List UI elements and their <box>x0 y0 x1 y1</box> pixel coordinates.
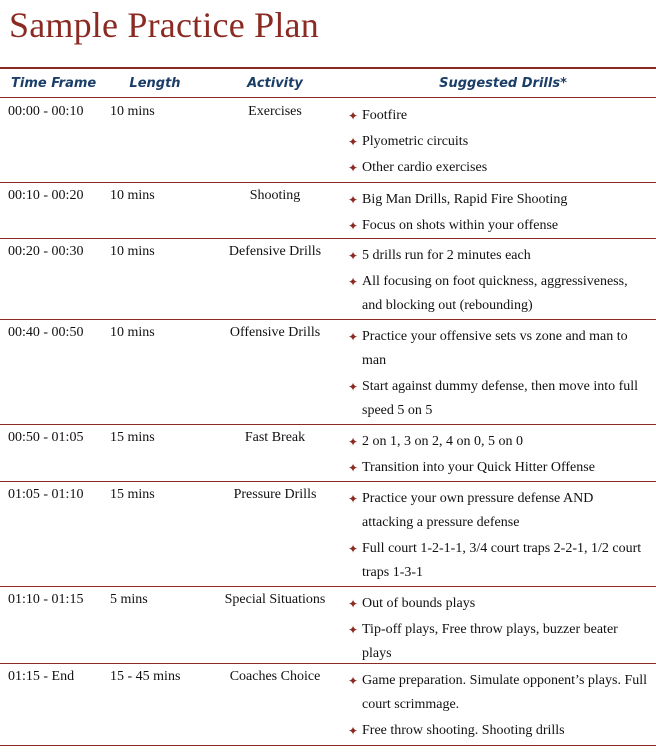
drill-list-item <box>348 618 648 666</box>
drill-text: Big Man Drills, Rapid Fire Shooting <box>362 192 568 207</box>
time-frame-cell: 00:40 - 00:50 <box>8 325 84 340</box>
four-pointed-star-icon: ✦ <box>348 109 359 123</box>
drill-list-item <box>348 188 648 212</box>
four-pointed-star-icon: ✦ <box>348 674 359 688</box>
drills-cell <box>348 487 648 587</box>
header-length: Length <box>129 76 181 91</box>
length-cell: 10 mins <box>110 244 155 259</box>
four-pointed-star-icon: ✦ <box>348 492 359 506</box>
drill-text: Transition into your Quick Hitter Offense <box>362 460 595 475</box>
drill-list-item <box>348 104 648 128</box>
four-pointed-star-icon: ✦ <box>348 161 359 175</box>
drills-cell <box>348 188 648 240</box>
drills-cell <box>348 592 648 668</box>
header-time-frame: Time Frame <box>11 76 97 91</box>
drills-cell <box>348 325 648 425</box>
four-pointed-star-icon: ✦ <box>348 461 359 475</box>
table-header <box>0 74 656 96</box>
activity-cell: Coaches Choice <box>229 669 321 684</box>
table-row <box>0 663 656 746</box>
table-row <box>0 238 656 320</box>
length-cell: 15 mins <box>110 430 155 445</box>
time-frame-cell: 01:15 - End <box>8 669 75 684</box>
drill-text: Plyometric circuits <box>362 134 469 149</box>
activity-cell: Shooting <box>249 188 301 203</box>
four-pointed-star-icon: ✦ <box>348 380 359 394</box>
drill-text: 5 drills run for 2 minutes each <box>362 248 531 263</box>
drill-text: Tip-off plays, Free throw plays, buzzer beater plays <box>362 622 618 661</box>
drills-cell <box>348 104 648 182</box>
four-pointed-star-icon: ✦ <box>348 330 359 344</box>
four-pointed-star-icon: ✦ <box>348 219 359 233</box>
four-pointed-star-icon: ✦ <box>348 193 359 207</box>
drill-list-item <box>348 592 648 616</box>
drill-list-item <box>348 244 648 268</box>
activity-cell: Defensive Drills <box>228 244 322 259</box>
drills-cell <box>348 244 648 320</box>
drill-list-item <box>348 456 648 480</box>
length-cell: 10 mins <box>110 325 155 340</box>
length-cell: 10 mins <box>110 188 155 203</box>
drill-list-item <box>348 669 648 717</box>
activity-cell: Exercises <box>248 104 302 119</box>
drill-text: Full court 1-2-1-1, 3/4 court traps 2-2-1, 1/2 court traps 1-3-1 <box>362 541 642 580</box>
length-cell: 10 mins <box>110 104 155 119</box>
page-title: Sample Practice Plan <box>9 5 319 45</box>
drill-list-item <box>348 487 648 535</box>
activity-cell: Special Situations <box>224 592 326 607</box>
drill-text: Other cardio exercises <box>362 160 488 175</box>
time-frame-cell: 01:10 - 01:15 <box>8 592 84 607</box>
drill-text: Practice your offensive sets vs zone and man to man <box>362 329 628 368</box>
drill-list-item <box>348 537 648 585</box>
drill-text: Free throw shooting. Shooting drills <box>362 723 565 738</box>
four-pointed-star-icon: ✦ <box>348 135 359 149</box>
four-pointed-star-icon: ✦ <box>348 724 359 738</box>
length-cell: 15 mins <box>110 487 155 502</box>
time-frame-cell: 00:10 - 00:20 <box>8 188 84 203</box>
drill-text: Focus on shots within your offense <box>362 218 559 233</box>
header-activity: Activity <box>247 76 303 91</box>
table-row <box>0 586 656 664</box>
four-pointed-star-icon: ✦ <box>348 435 359 449</box>
title-divider <box>0 67 656 69</box>
drill-text: All focusing on foot quickness, aggressiveness, and blocking out (rebounding) <box>362 274 628 313</box>
four-pointed-star-icon: ✦ <box>348 249 359 263</box>
table-row <box>0 182 656 239</box>
time-frame-cell: 01:05 - 01:10 <box>8 487 84 502</box>
header-suggested-drills: Suggested Drills* <box>439 76 567 91</box>
drill-list-item <box>348 214 648 238</box>
table-row <box>0 319 656 425</box>
drill-list-item <box>348 719 648 743</box>
length-cell: 5 mins <box>110 592 148 607</box>
table-row <box>0 481 656 587</box>
drill-list-item <box>348 130 648 154</box>
drill-list-item <box>348 375 648 423</box>
time-frame-cell: 00:50 - 01:05 <box>8 430 84 445</box>
table-row <box>0 424 656 482</box>
activity-cell: Pressure Drills <box>233 487 317 502</box>
drill-text: Out of bounds plays <box>362 596 476 611</box>
drill-text: Footfire <box>362 108 408 123</box>
four-pointed-star-icon: ✦ <box>348 623 359 637</box>
drill-text: Practice your own pressure defense AND attacking a pressure defense <box>362 491 594 530</box>
drill-text: Game preparation. Simulate opponent’s plays. Full court scrimmage. <box>362 673 648 712</box>
drills-cell <box>348 430 648 482</box>
drill-list-item <box>348 325 648 373</box>
four-pointed-star-icon: ✦ <box>348 542 359 556</box>
drill-list-item <box>348 156 648 180</box>
drill-text: 2 on 1, 3 on 2, 4 on 0, 5 on 0 <box>362 434 523 449</box>
length-cell: 15 - 45 mins <box>110 669 181 684</box>
drill-list-item <box>348 270 648 318</box>
drill-list-item <box>348 430 648 454</box>
activity-cell: Fast Break <box>244 430 306 445</box>
time-frame-cell: 00:20 - 00:30 <box>8 244 84 259</box>
four-pointed-star-icon: ✦ <box>348 275 359 289</box>
drills-cell <box>348 669 648 745</box>
activity-cell: Offensive Drills <box>229 325 321 340</box>
drill-text: Start against dummy defense, then move into full speed 5 on 5 <box>362 379 639 418</box>
four-pointed-star-icon: ✦ <box>348 597 359 611</box>
time-frame-cell: 00:00 - 00:10 <box>8 104 84 119</box>
table-row <box>0 98 656 183</box>
